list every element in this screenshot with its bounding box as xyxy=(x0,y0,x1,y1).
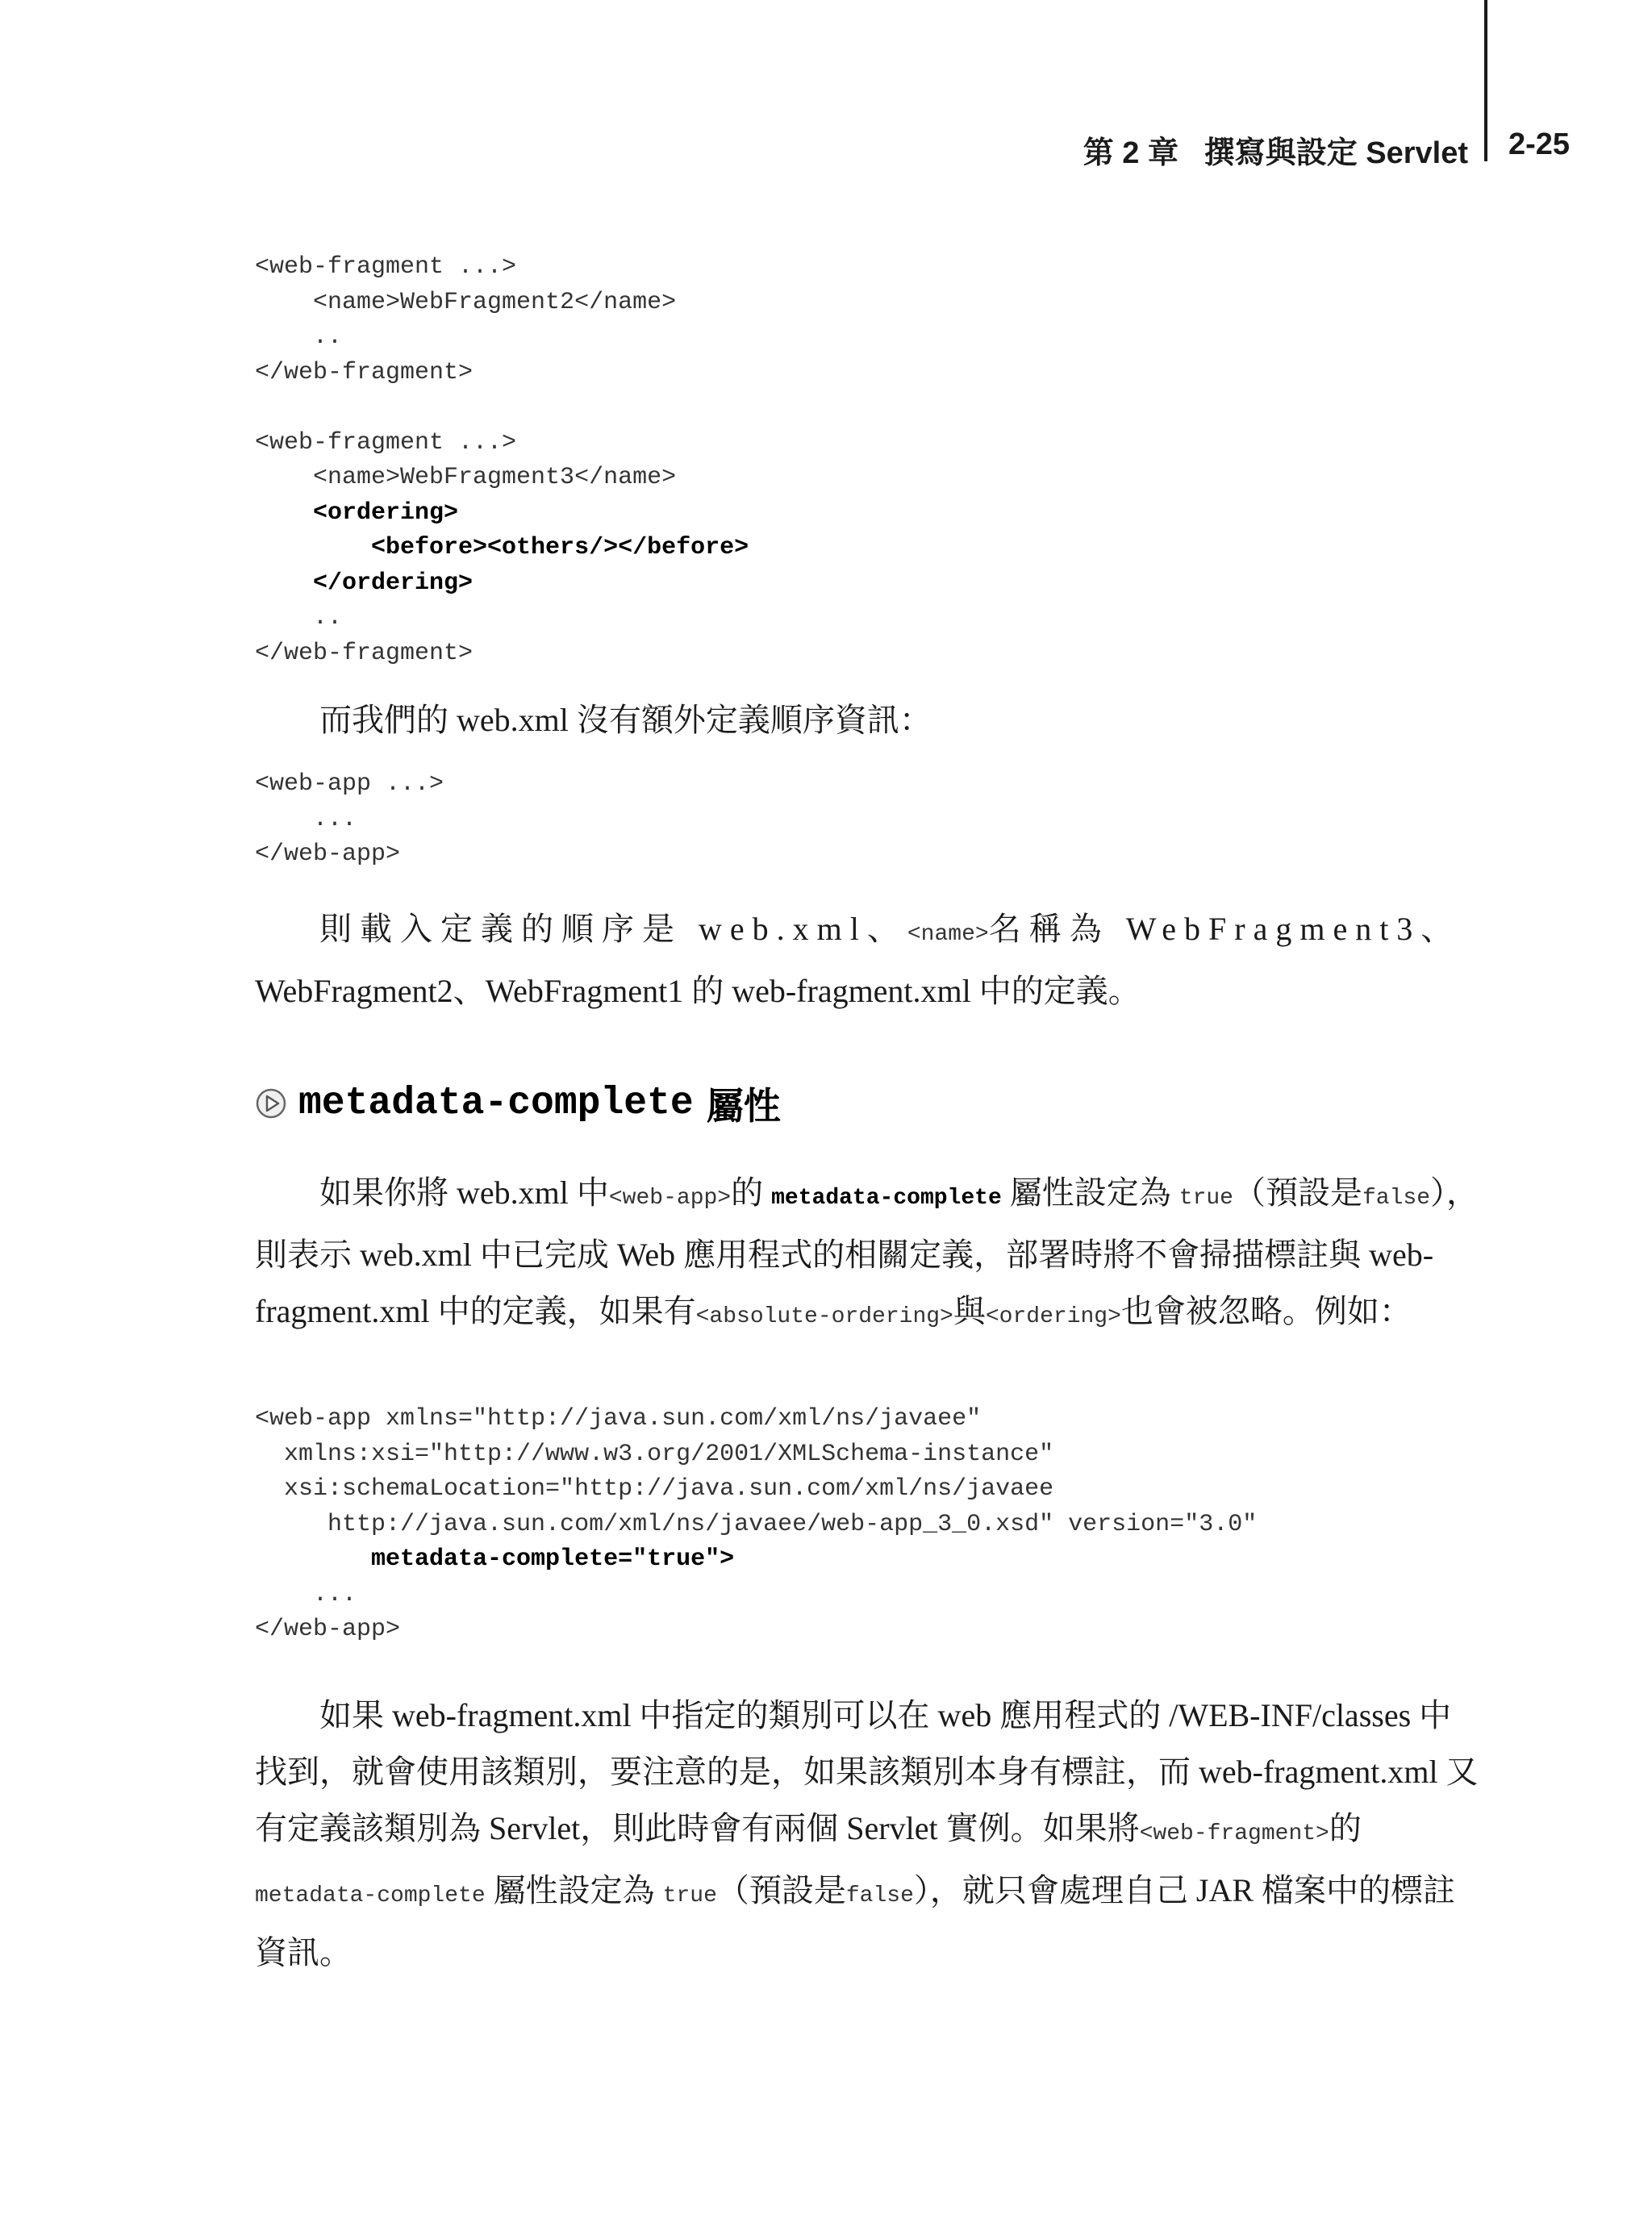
section-title-suffix: 屬性 xyxy=(706,1084,781,1128)
paragraph-web-fragment-classes: 如果 web-fragment.xml 中指定的類別可以在 web 應用程式的 /WEB-INF/classes 中找到，就會使用該類別，要注意的是，如果該類別本身有標註，而 web-fragment.xml 又有定義該類別為 Servlet，則此時會有兩個 Servlet 實例。如果將<web-fragment>的 metadata-complete 屬性設定為 true（預設是false），就只會處理自己 JAR 檔案中的標註資訊。 xyxy=(255,1697,1479,1971)
page-number: 2-25 xyxy=(1508,127,1571,161)
paragraph-web-xml-note: 而我們的 web.xml 沒有額外定義順序資訊： xyxy=(319,702,932,738)
code-block-metadata-complete: <web-app xmlns="http://java.sun.com/xml/ns/javaee" xmlns:xsi="http://www.w3.org/2001/XMLSchema-instance" xsi:schemaLocation="http://java.sun.com/xml/ns/javaee http://java.sun.com/xml/ns/javaee/web-app_3_0.xsd" version="3.0" metadata-complete="true"> ... </web-app> xyxy=(255,1405,1258,1643)
paragraph-metadata-complete: 如果你將 web.xml 中<web-app>的 metadata-complete 屬性設定為 true（預設是false），則表示 web.xml 中已完成 Web 應用程式的相關定義，部署時將不會掃描標註與 web-fragment.xml 中的定義，如果有<absolute-ordering>與<ordering>也會被忽略。例如： xyxy=(255,1174,1479,1329)
section-heading xyxy=(255,1077,781,1130)
chapter-title: 撰寫與設定 Servlet xyxy=(1204,136,1468,170)
section-title: metadata-complete xyxy=(298,1082,694,1125)
play-circle-icon xyxy=(255,1087,287,1120)
chapter-label: 第 2 章 xyxy=(1083,136,1179,170)
code-block-web-app: <web-app ...> ... </web-app> xyxy=(255,770,444,868)
running-head xyxy=(1041,127,1468,172)
header-divider xyxy=(1484,0,1487,161)
code-block-fragments: <web-fragment ...> <name>WebFragment2</name> .. </web-fragment> <web-fragment ...> <name>WebFragment3</name> <ordering> <before><others/></before> </ordering> .. </web-fragment> xyxy=(255,253,749,667)
paragraph-load-order: 則載入定義的順序是 web.xml、<name>名稱為 WebFragment3、 WebFragment2、WebFragment1 的 web-fragment.xml 中的定義。 xyxy=(255,911,1462,1009)
